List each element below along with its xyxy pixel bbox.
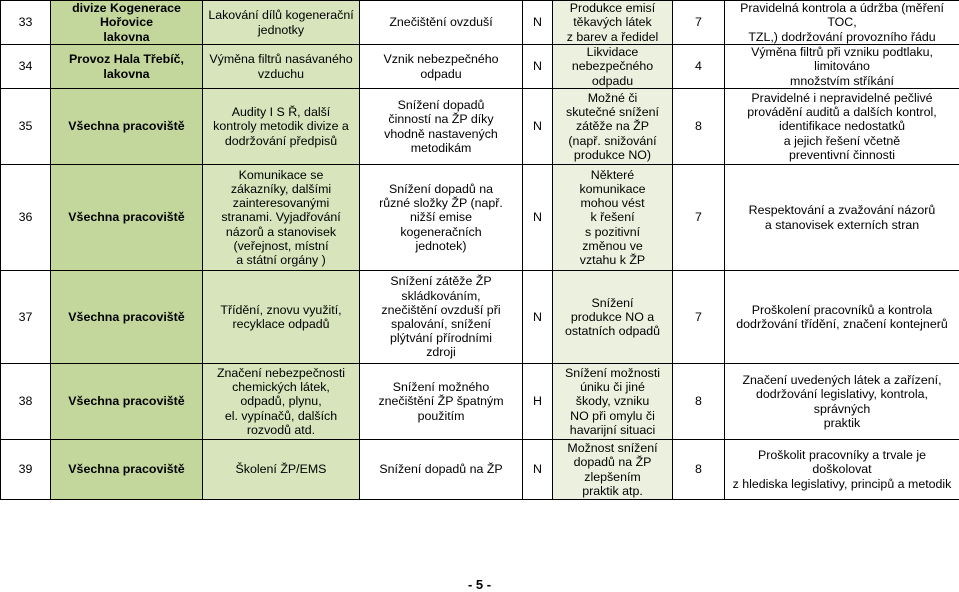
row-number: 36	[1, 165, 51, 271]
impact-cell: Produkce emisí těkavých látek z barev a ředidel	[553, 1, 673, 45]
measures-cell: Pravidelné i nepravidelné pečlivé provádění auditů a dalších kontrol, identifikace nedostatků a jejich řešení včetně preventivní činnosti	[725, 89, 959, 165]
aspect-cell: Snížení možného znečištění ŽP špatným použitím	[360, 364, 523, 440]
status-cell: N	[523, 89, 553, 165]
row-number: 39	[1, 440, 51, 500]
workplace-cell: Všechna pracoviště	[51, 271, 203, 364]
activity-cell: Značení nebezpečnosti chemických látek, odpadů, plynu, el. vypínačů, dalších rozvodů atd.	[203, 364, 360, 440]
row-number: 34	[1, 45, 51, 89]
score-cell: 7	[673, 165, 725, 271]
workplace-cell: Všechna pracoviště	[51, 440, 203, 500]
aspect-cell: Snížení dopadů na různé složky ŽP (např. nižší emise kogeneračních jednotek)	[360, 165, 523, 271]
score-cell: 8	[673, 89, 725, 165]
status-cell: N	[523, 165, 553, 271]
score-cell: 7	[673, 1, 725, 45]
status-cell: N	[523, 271, 553, 364]
impact-cell: Možnost snížení dopadů na ŽP zlepšením praktik atp.	[553, 440, 673, 500]
row-number: 35	[1, 89, 51, 165]
activity-cell: Třídění, znovu využití, recyklace odpadů	[203, 271, 360, 364]
activity-cell: Audity I S Ř, další kontroly metodik divize a dodržování předpisů	[203, 89, 360, 165]
activity-cell: Lakování dílů kogenerační jednotky	[203, 1, 360, 45]
row-number: 33	[1, 1, 51, 45]
workplace-cell: Provoz Hala Třebíč, lakovna	[51, 45, 203, 89]
table-row	[1, 271, 959, 364]
measures-cell: Respektování a zvažování názorů a stanovisek externích stran	[725, 165, 959, 271]
score-cell: 4	[673, 45, 725, 89]
score-cell: 7	[673, 271, 725, 364]
measures-cell: Pravidelná kontrola a údržba (měření TOC, TZL,) dodržování provozního řádu	[725, 1, 959, 45]
status-cell: N	[523, 440, 553, 500]
score-cell: 8	[673, 440, 725, 500]
measures-cell: Značení uvedených látek a zařízení, dodržování legislativy, kontrola, správných praktik	[725, 364, 959, 440]
workplace-cell: divize Kogenerace Hořovice lakovna	[51, 1, 203, 45]
table-row	[1, 89, 959, 165]
measures-cell: Proškolení pracovníků a kontrola dodržování třídění, značení kontejnerů	[725, 271, 959, 364]
activity-cell: Komunikace se zákazníky, dalšími zainteresovanými stranami. Vyjadřování názorů a stanovisek (veřejnost, místní a státní orgány )	[203, 165, 360, 271]
status-cell: N	[523, 45, 553, 89]
status-cell: N	[523, 1, 553, 45]
impact-cell: Snížení produkce NO a ostatních odpadů	[553, 271, 673, 364]
table-row	[1, 165, 959, 271]
impact-cell: Některé komunikace mohou vést k řešení s pozitivní změnou ve vztahu k ŽP	[553, 165, 673, 271]
workplace-cell: Všechna pracoviště	[51, 364, 203, 440]
score-cell: 8	[673, 364, 725, 440]
page-number: - 5 -	[467, 577, 492, 592]
table-row	[1, 45, 959, 89]
aspect-cell: Snížení zátěže ŽP skládkováním, znečištění ovzduší při spalování, snížení plýtvání přírodními zdroji	[360, 271, 523, 364]
measures-cell: Výměna filtrů při vzniku podtlaku, limitováno množstvím stříkání	[725, 45, 959, 89]
measures-cell: Proškolit pracovníky a trvale je doškolovat z hlediska legislativy, principů a metodik	[725, 440, 959, 500]
aspect-cell: Snížení dopadů činností na ŽP díky vhodně nastavených metodikám	[360, 89, 523, 165]
aspect-cell: Znečištění ovzduší	[360, 1, 523, 45]
table-row	[1, 440, 959, 500]
row-number: 38	[1, 364, 51, 440]
activity-cell: Školení ŽP/EMS	[203, 440, 360, 500]
status-cell: H	[523, 364, 553, 440]
impact-cell: Snížení možnosti úniku či jiné škody, vzniku NO při omylu či havarijní situaci	[553, 364, 673, 440]
workplace-cell: Všechna pracoviště	[51, 89, 203, 165]
impact-cell: Možné či skutečné snížení zátěže na ŽP (např. snižování produkce NO)	[553, 89, 673, 165]
aspect-cell: Snížení dopadů na ŽP	[360, 440, 523, 500]
row-number: 37	[1, 271, 51, 364]
aspect-cell: Vznik nebezpečného odpadu	[360, 45, 523, 89]
table-row	[1, 1, 959, 45]
table-row	[1, 364, 959, 440]
workplace-cell: Všechna pracoviště	[51, 165, 203, 271]
activity-cell: Výměna filtrů nasávaného vzduchu	[203, 45, 360, 89]
impact-cell: Likvidace nebezpečného odpadu	[553, 45, 673, 89]
